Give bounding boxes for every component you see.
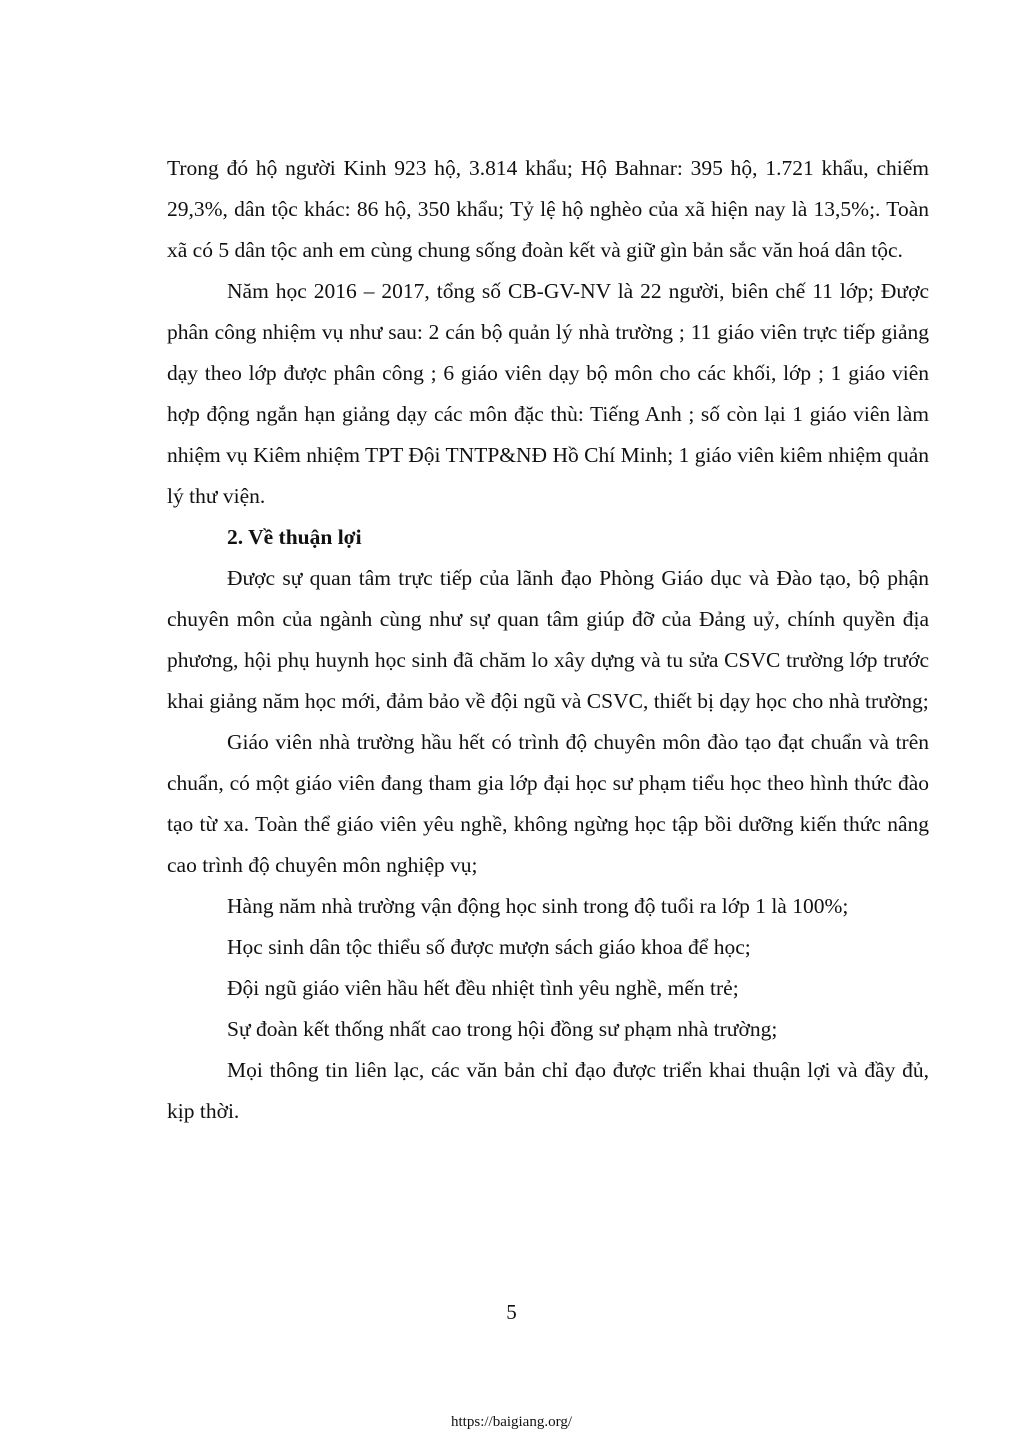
section-heading-advantages: 2. Về thuận lợi: [227, 525, 362, 549]
page-number: 5: [506, 1300, 517, 1324]
footer-url[interactable]: https://baigiang.org/: [451, 1414, 572, 1430]
paragraph-teachers: Giáo viên nhà trường hầu hết có trình độ chuyên môn đào tạo đạt chuẩn và trên chuẩn, có một giáo viên đang tham gia lớp đại học sư phạm tiểu học theo hình thức đào tạo từ xa. Toàn thể giáo viên yêu nghề, không ngừng học tập bồi dưỡng kiến thức nâng cao trình độ chuyên môn nghiệp vụ;: [167, 730, 929, 877]
paragraph-textbooks: Học sinh dân tộc thiểu số được mượn sách giáo khoa để học;: [227, 935, 751, 959]
paragraph-support: Được sự quan tâm trực tiếp của lãnh đạo Phòng Giáo dục và Đào tạo, bộ phận chuyên môn của ngành cùng như sự quan tâm giúp đỡ của Đảng uỷ, chính quyền địa phương, hội phụ huynh học sinh đã chăm lo xây dựng và tu sửa CSVC trường lớp trước khai giảng năm học mới, đảm bảo về đội ngũ và CSVC, thiết bị dạy học cho nhà trường;: [167, 566, 929, 713]
document-body: [167, 148, 929, 1132]
paragraph-communication: Mọi thông tin liên lạc, các văn bản chỉ đạo được triển khai thuận lợi và đầy đủ, kịp thời.: [167, 1058, 929, 1123]
paragraph-staff: Năm học 2016 – 2017, tổng số CB-GV-NV là 22 người, biên chế 11 lớp; Được phân công nhiệm vụ như sau: 2 cán bộ quản lý nhà trường ; 11 giáo viên trực tiếp giảng dạy theo lớp được phân công ; 6 giáo viên dạy bộ môn cho các khối, lớp ; 1 giáo viên hợp động ngắn hạn giảng dạy các môn đặc thù: Tiếng Anh ; số còn lại 1 giáo viên làm nhiệm vụ Kiêm nhiệm TPT Đội TNTP&NĐ Hồ Chí Minh; 1 giáo viên kiêm nhiệm quản lý thư viện.: [167, 279, 929, 508]
paragraph-enrollment: Hàng năm nhà trường vận động học sinh trong độ tuổi ra lớp 1 là 100%;: [227, 894, 849, 918]
paragraph-population: Trong đó hộ người Kinh 923 hộ, 3.814 khẩu; Hộ Bahnar: 395 hộ, 1.721 khẩu, chiếm 29,3%, dân tộc khác: 86 hộ, 350 khẩu; Tỷ lệ hộ nghèo của xã hiện nay là 13,5%;. Toàn xã có 5 dân tộc anh em cùng chung sống đoàn kết và giữ gìn bản sắc văn hoá dân tộc.: [167, 156, 929, 262]
paragraph-unity: Sự đoàn kết thống nhất cao trong hội đồng sư phạm nhà trường;: [227, 1017, 778, 1041]
paragraph-dedication: Đội ngũ giáo viên hầu hết đều nhiệt tình yêu nghề, mến trẻ;: [227, 976, 739, 1000]
